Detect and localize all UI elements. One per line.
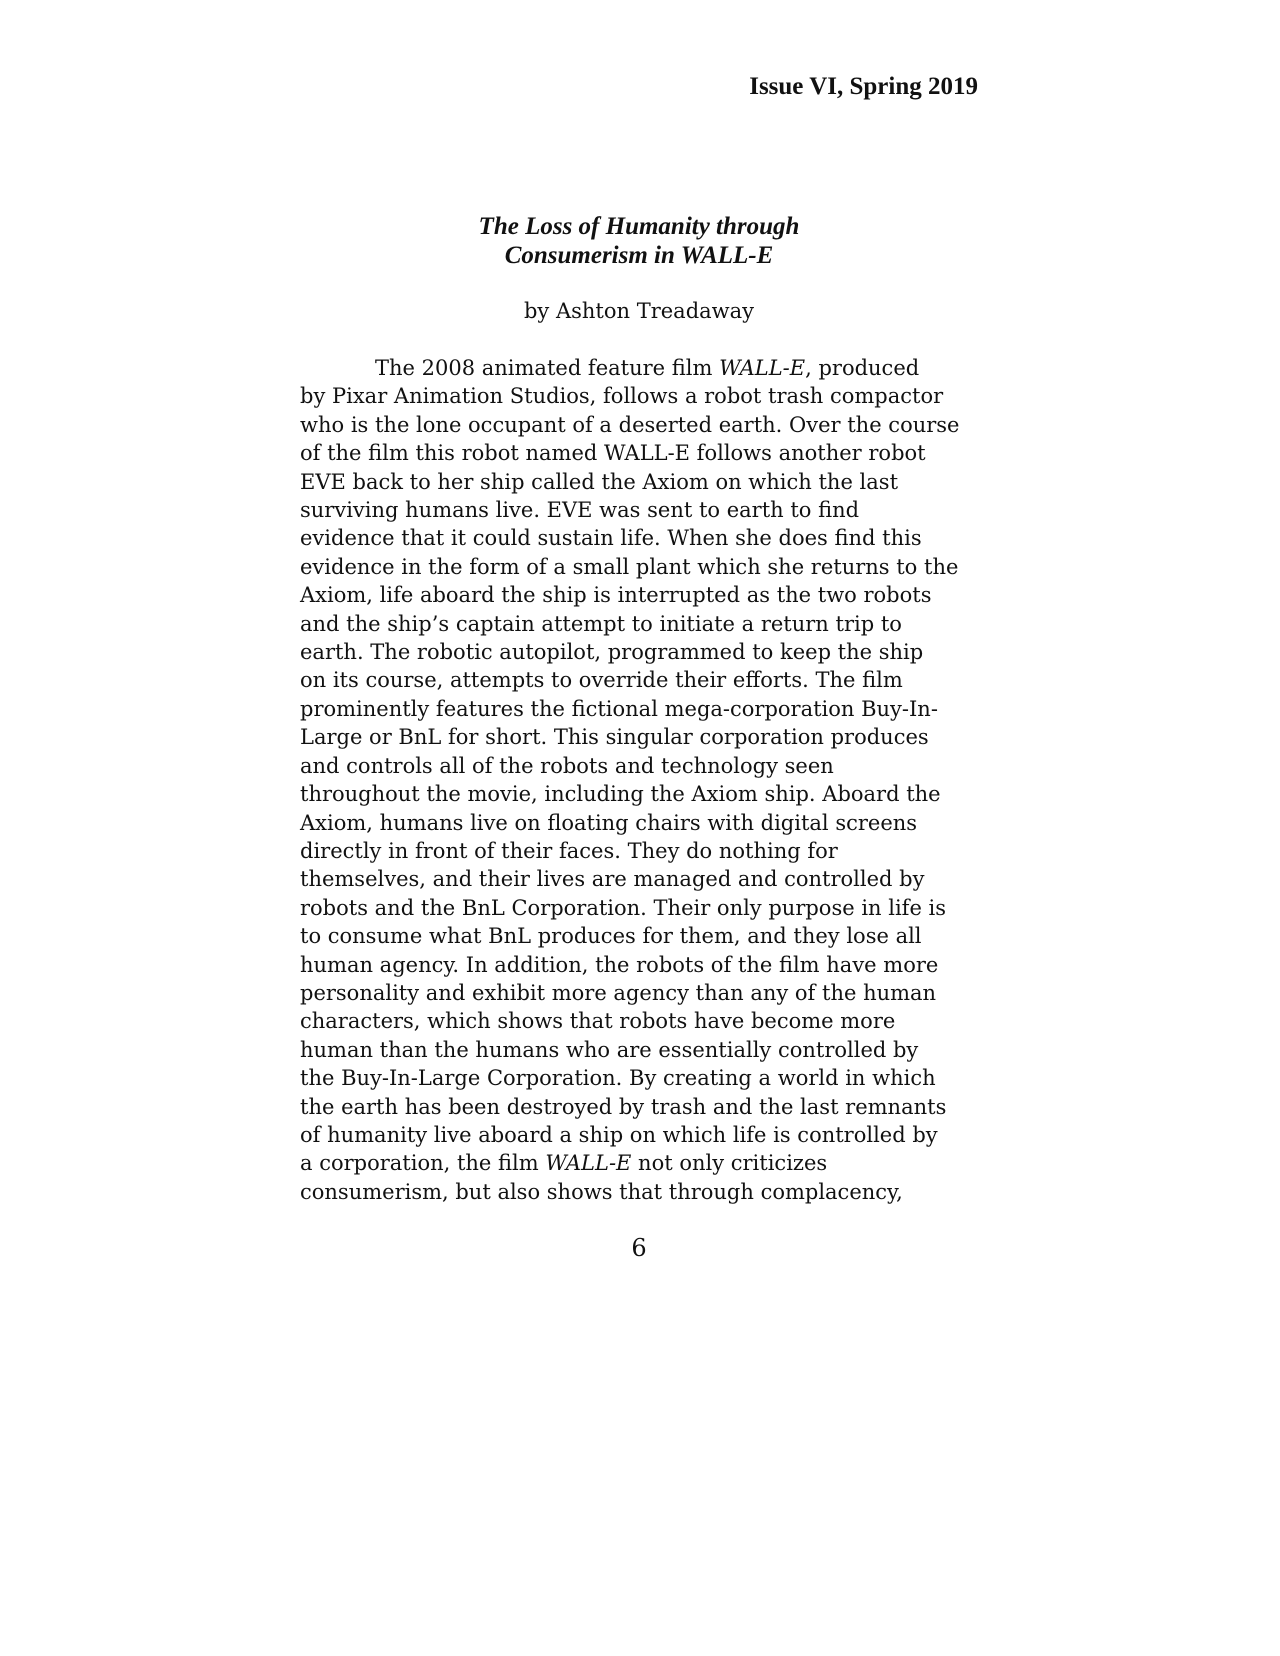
body-line-text: earth. The robotic autopilot, programmed to keep the ship — [300, 640, 924, 665]
body-line — [300, 496, 1000, 524]
body-line — [300, 1036, 1000, 1064]
film-title-italic: WALL-E — [719, 356, 806, 380]
body-line — [300, 354, 1000, 382]
body-line-text: surviving humans live. EVE was sent to earth to find — [300, 498, 860, 523]
body-line-text: on its course, attempts to override their efforts. The film — [300, 668, 903, 693]
article-body-paragraph — [300, 354, 1000, 1206]
article-title-line-1: The Loss of Humanity through — [478, 213, 800, 240]
body-line-text: who is the lone occupant of a deserted earth. Over the course — [300, 412, 960, 437]
body-line-text: not only criticizes — [631, 1151, 828, 1176]
body-line — [300, 411, 1000, 439]
body-line-text: EVE back to her ship called the Axiom on which the last — [300, 469, 899, 494]
body-line — [300, 951, 1000, 979]
body-line-text: the earth has been destroyed by trash and the last remnants — [300, 1094, 947, 1119]
body-line — [300, 638, 1000, 666]
body-line-text: by Pixar Animation Studios, follows a robot trash compactor — [300, 384, 944, 409]
body-line — [300, 1093, 1000, 1121]
byline: by Ashton Treadaway — [523, 299, 755, 323]
film-title-italic: WALL-E — [545, 1151, 632, 1176]
body-line — [300, 723, 1000, 751]
body-line — [300, 922, 1000, 950]
body-line — [300, 1149, 1000, 1177]
page-number: 6 — [631, 1234, 647, 1262]
body-line-text: themselves, and their lives are managed and controlled by — [300, 867, 925, 892]
body-line — [300, 610, 1000, 638]
body-line — [300, 1064, 1000, 1092]
body-line — [300, 979, 1000, 1007]
body-line — [300, 581, 1000, 609]
body-line — [300, 865, 1000, 893]
body-line-text: , produced — [805, 356, 920, 380]
body-line-text: Axiom, life aboard the ship is interrupted as the two robots — [300, 583, 932, 608]
body-line-text: human agency. In addition, the robots of the film have more — [300, 952, 939, 977]
body-line-text: of the film this robot named WALL-E follows another robot — [300, 441, 926, 466]
body-line — [300, 1007, 1000, 1035]
body-line — [300, 666, 1000, 694]
body-line-text: The 2008 animated feature film — [375, 356, 720, 380]
body-line-text: Large or BnL for short. This singular corporation produces — [300, 725, 929, 750]
body-line-text: a corporation, the film — [300, 1151, 546, 1176]
body-line-text: Axiom, humans live on floating chairs with digital screens — [300, 810, 918, 835]
body-line-text: prominently features the fictional mega-corporation Buy-In- — [300, 696, 938, 721]
body-line-text: personality and exhibit more agency than any of the human — [300, 980, 937, 1005]
article-title-line-2: Consumerism in WALL-E — [504, 242, 774, 269]
body-line-text: and the ship’s captain attempt to initiate a return trip to — [300, 611, 902, 636]
body-line — [300, 809, 1000, 837]
body-line-text: human than the humans who are essentially controlled by — [300, 1037, 919, 1062]
body-line-text: consumerism, but also shows that through complacency, — [300, 1179, 903, 1204]
body-line — [300, 382, 1000, 410]
body-line — [300, 695, 1000, 723]
body-line-text: and controls all of the robots and technology seen — [300, 753, 834, 778]
body-line — [300, 439, 1000, 467]
body-line — [300, 524, 1000, 552]
running-header-issue: Issue VI, Spring 2019 — [749, 73, 978, 100]
article-title — [300, 212, 978, 270]
body-line-text: of humanity live aboard a ship on which life is controlled by — [300, 1122, 938, 1147]
body-line — [300, 1121, 1000, 1149]
body-line-text: throughout the movie, including the Axiom ship. Aboard the — [300, 782, 941, 807]
body-line — [300, 752, 1000, 780]
body-line — [300, 468, 1000, 496]
body-line-text: the Buy-In-Large Corporation. By creating a world in which — [300, 1066, 936, 1091]
body-line-text: evidence in the form of a small plant which she returns to the — [300, 554, 959, 579]
body-line — [300, 780, 1000, 808]
body-line-text: directly in front of their faces. They do nothing for — [300, 838, 838, 863]
body-line — [300, 894, 1000, 922]
body-line — [300, 1178, 1000, 1206]
body-line — [300, 553, 1000, 581]
body-line-text: evidence that it could sustain life. When she does find this — [300, 526, 922, 551]
body-line — [300, 837, 1000, 865]
body-line-text: characters, which shows that robots have become more — [300, 1009, 896, 1034]
body-line-text: to consume what BnL produces for them, and they lose all — [300, 924, 922, 949]
body-line-text: robots and the BnL Corporation. Their only purpose in life is — [300, 895, 947, 920]
